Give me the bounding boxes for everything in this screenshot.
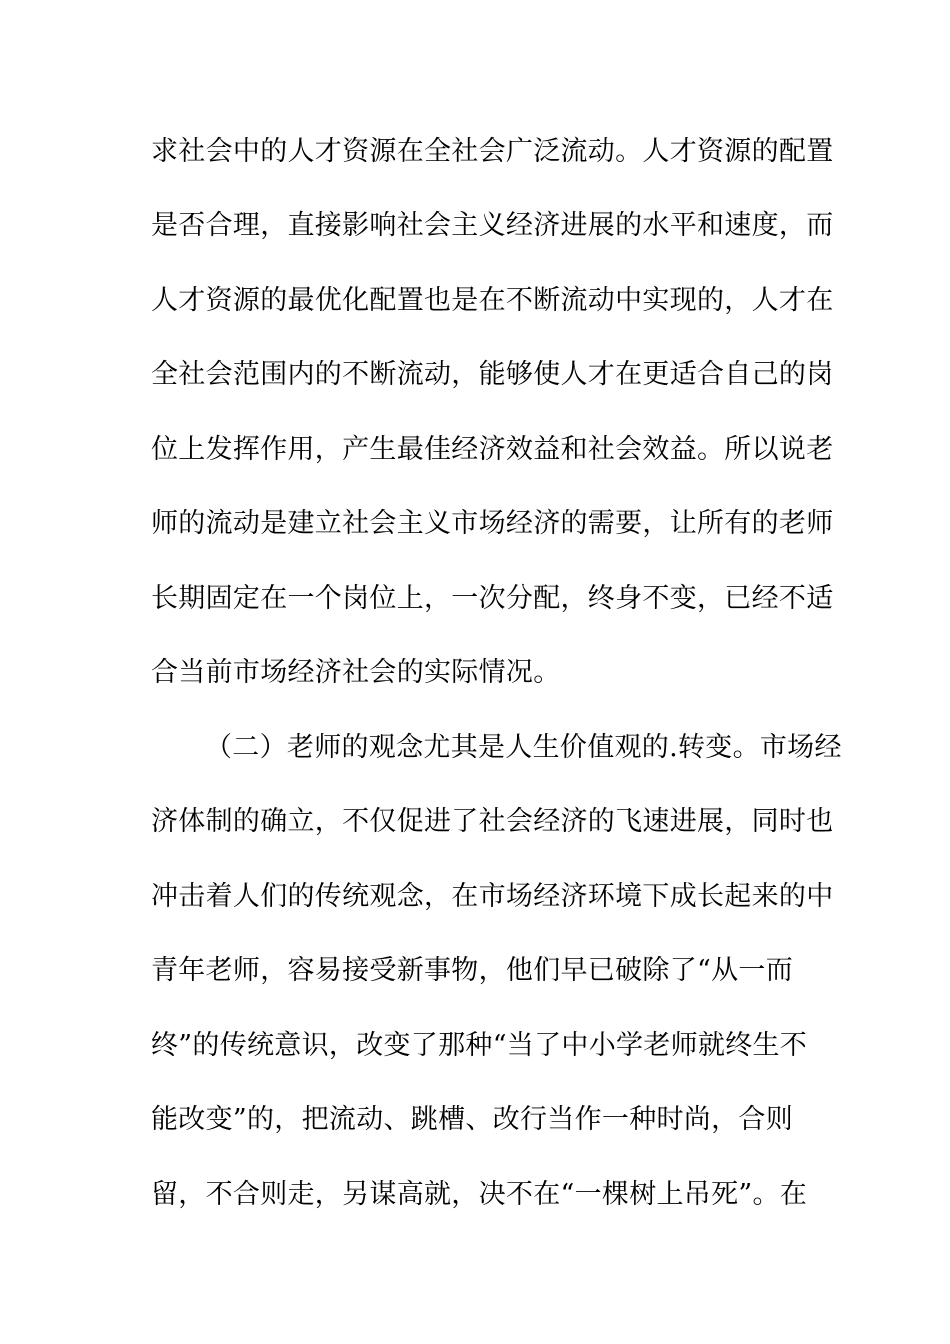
text-line: 终”的传统意识，改变了那种“当了中小学老师就终生不 — [151, 1030, 808, 1061]
text-line: 能改变”的，把流动、跳槽、改行当作一种时尚，合则 — [151, 1104, 794, 1135]
text-line: 合当前市场经济社会的实际情况。 — [151, 657, 561, 688]
text-line: 求社会中的人才资源在全社会广泛流动。人才资源的配置 — [151, 136, 834, 167]
text-line: 青年老师，容易接受新事物，他们早已破除了“从一而 — [151, 955, 794, 986]
text-line: 全社会范围内的不断流动，能够使人才在更适合自己的岗 — [151, 359, 834, 390]
text-line: 冲击着人们的传统观念，在市场经济环境下成长起来的中 — [151, 881, 834, 912]
text-line: 长期固定在一个岗位上，一次分配，终身不变，已经不适 — [151, 583, 834, 614]
text-line: 师的流动是建立社会主义市场经济的需要，让所有的老师 — [151, 508, 834, 539]
text-line: 是否合理，直接影响社会主义经济进展的水平和速度，而 — [151, 210, 834, 241]
text-line: 济体制的确立，不仅促进了社会经济的飞速进展，同时也 — [151, 806, 834, 837]
text-line: 位上发挥作用，产生最佳经济效益和社会效益。所以说老 — [151, 434, 834, 465]
text-line: 人才资源的最优化配置也是在不断流动中实现的，人才在 — [151, 285, 834, 316]
section-heading-line: （二）老师的观念尤其是人生价值观的.转变。市场经 — [205, 732, 842, 763]
text-line: 留，不合则走，另谋高就，决不在“一棵树上吊死”。在 — [151, 1179, 808, 1210]
